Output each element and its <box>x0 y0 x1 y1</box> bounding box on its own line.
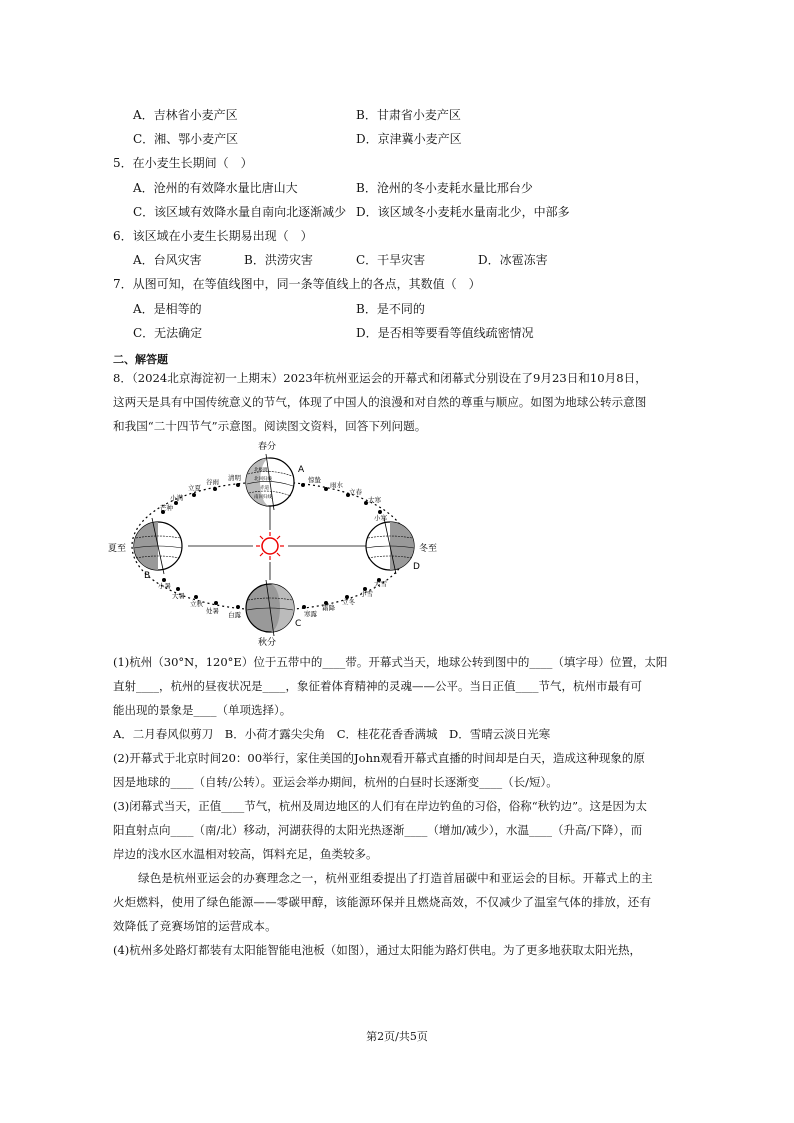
q8-part3-line2: 阳直射点向____（南/北）移动，河湖获得的太阳光热逐渐____（增加/减少），水温____（升高/下降），而 <box>113 823 643 837</box>
term-guyu: 谷雨 <box>206 478 219 486</box>
q5-stem: 5．在小麦生长期间（ ） <box>113 156 253 170</box>
q8-part4-line1: (4)杭州多处路灯都装有太阳能智能电池板（如图），通过太阳能为路灯供电。为了更多地获取太阳光热， <box>113 943 642 957</box>
term-qingming: 清明 <box>228 474 241 482</box>
globe-autumn-equinox <box>246 580 294 636</box>
term-xiaoxue: 小雪 <box>360 590 373 598</box>
q5-option-a: A．沧州的有效降水量比唐山大 <box>133 181 298 195</box>
q6-option-c: C．干旱灾害 <box>356 253 426 267</box>
label-C: C <box>295 619 302 629</box>
q8-part2-line2: 因是地球的____（自转/公转）。亚运会举办期间，杭州的白昼时长逐渐变____（长/短）。 <box>113 775 558 789</box>
page-footer: 第2页/共5页 <box>366 1030 428 1043</box>
label-dongzhi: 冬至 <box>419 544 438 554</box>
label-qiufen: 秋分 <box>258 638 277 648</box>
term-liqiu: 立秋 <box>190 600 203 608</box>
term-shuangjiang: 霜降 <box>322 604 335 612</box>
globe-spring-equinox <box>246 454 294 510</box>
q8-part1-options: A．二月春风似剪刀 B．小荷才露尖尖角 C．桂花花香香满城 D．雪晴云淡日光寒 <box>113 727 551 741</box>
term-bailu: 白露 <box>228 611 241 619</box>
q8-intro-line1: 8．（2024北京海淀初一上期末）2023年杭州亚运会的开幕式和闭幕式分别设在了9月23日和10月8日， <box>113 371 647 385</box>
term-hanlu: 寒露 <box>304 610 317 618</box>
label-chunfen: 春分 <box>258 442 277 452</box>
term-daxue: 大雪 <box>374 580 387 588</box>
q7-option-b: B．是不同的 <box>356 302 425 316</box>
q8-part1-line1: (1)杭州（30°N，120°E）位于五带中的____带。开幕式当天，地球公转到图中的____（填字母）位置，太阳 <box>113 655 668 669</box>
label-B: B <box>144 571 151 581</box>
label-xiazhi: 夏至 <box>108 544 127 554</box>
term-dashu: 大暑 <box>172 592 185 600</box>
globe-label-tropic-cancer: 北回归线 <box>254 477 272 482</box>
q8-part3-line3: 岸边的浅水区水温相对较高，饵料充足，鱼类较多。 <box>113 847 378 861</box>
globe-winter-solstice <box>366 518 414 574</box>
term-xiaoman: 小满 <box>170 494 183 502</box>
term-mangzhong: 芒种 <box>160 504 173 512</box>
term-yushui: 雨水 <box>330 481 343 489</box>
q7-option-c: C．无法确定 <box>133 326 203 340</box>
q4-option-b: B．甘肃省小麦产区 <box>356 108 461 122</box>
q8-part3-line1: (3)闭幕式当天，正值____节气，杭州及周边地区的人们有在岸边钓鱼的习俗，俗称“秋钓边”。这是因为太 <box>113 799 648 813</box>
label-D: D <box>413 562 420 572</box>
material-line2: 火炬燃料，使用了绿色能源——零碳甲醇，该能源环保并且燃烧高效，不仅减少了温室气体的排放，还有 <box>113 895 652 909</box>
q6-option-a: A．台风灾害 <box>133 253 202 267</box>
q5-option-b: B．沧州的冬小麦耗水量比邢台少 <box>356 181 533 195</box>
q5-option-d: D．该区域冬小麦耗水量南北少，中部多 <box>356 205 570 219</box>
term-lixia: 立夏 <box>188 484 201 492</box>
term-xiaohan: 小寒 <box>374 514 387 522</box>
q7-stem: 7．从图可知，在等值线图中，同一条等值线上的各点，其数值（ ） <box>113 277 481 291</box>
term-jingzhe: 惊蛰 <box>308 476 321 484</box>
q8-part2-line1: (2)开幕式于北京时间20：00举行，家住美国的John观看开幕式直播的时间却是白天，造成这种现象的原 <box>113 751 645 765</box>
sun-icon <box>256 532 284 560</box>
material-line1: 绿色是杭州亚运会的办赛理念之一，杭州亚组委提出了打造首届碳中和亚运会的目标。开幕式上的主 <box>138 871 653 885</box>
section-heading: 二、解答题 <box>113 353 168 366</box>
q4-option-a: A．吉林省小麦产区 <box>133 108 238 122</box>
term-lichun: 立春 <box>349 488 362 496</box>
q6-option-d: D．冰雹冻害 <box>478 253 548 267</box>
q8-part1-line2: 直射____，杭州的昼夜状况是____，象征着体育精神的灵魂——公平。当日正值____节气，杭州市最有可 <box>113 679 642 693</box>
q8-part1-line3: 能出现的景象是____（单项选择）。 <box>113 703 292 717</box>
q4-option-d: D．京津冀小麦产区 <box>356 132 462 146</box>
label-A: A <box>298 465 305 475</box>
earth-orbit-diagram <box>108 438 448 648</box>
term-dahan: 大寒 <box>368 496 381 504</box>
globe-summer-solstice <box>134 518 182 574</box>
globe-label-equator: 赤道 <box>260 486 269 491</box>
q8-intro-line3: 和我国“二十四节气”示意图。阅读图文资料，回答下列问题。 <box>113 419 427 433</box>
term-xiaoshu: 小暑 <box>158 582 171 590</box>
q7-option-d: D．是否相等要看等值线疏密情况 <box>356 326 534 340</box>
term-chushu: 处暑 <box>206 607 219 615</box>
globe-label-tropic-capricorn: 南回归线 <box>254 495 272 500</box>
q6-stem: 6．该区域在小麦生长期易出现（ ） <box>113 229 313 243</box>
q5-option-c: C．该区域有效降水量自南向北逐渐减少 <box>133 205 347 219</box>
q8-intro-line2: 这两天是具有中国传统意义的节气，体现了中国人的浪漫和对自然的尊重与顺应。如图为地球公转示意图 <box>113 395 647 409</box>
material-line3: 效降低了竞赛场馆的运营成本。 <box>113 919 277 933</box>
q6-option-b: B．洪涝灾害 <box>244 253 313 267</box>
globe-label-arctic-circle: 北极圈 <box>254 468 268 473</box>
q4-option-c: C．湘、鄂小麦产区 <box>133 132 239 146</box>
term-lidong: 立冬 <box>342 598 355 606</box>
q7-option-a: A．是相等的 <box>133 302 202 316</box>
